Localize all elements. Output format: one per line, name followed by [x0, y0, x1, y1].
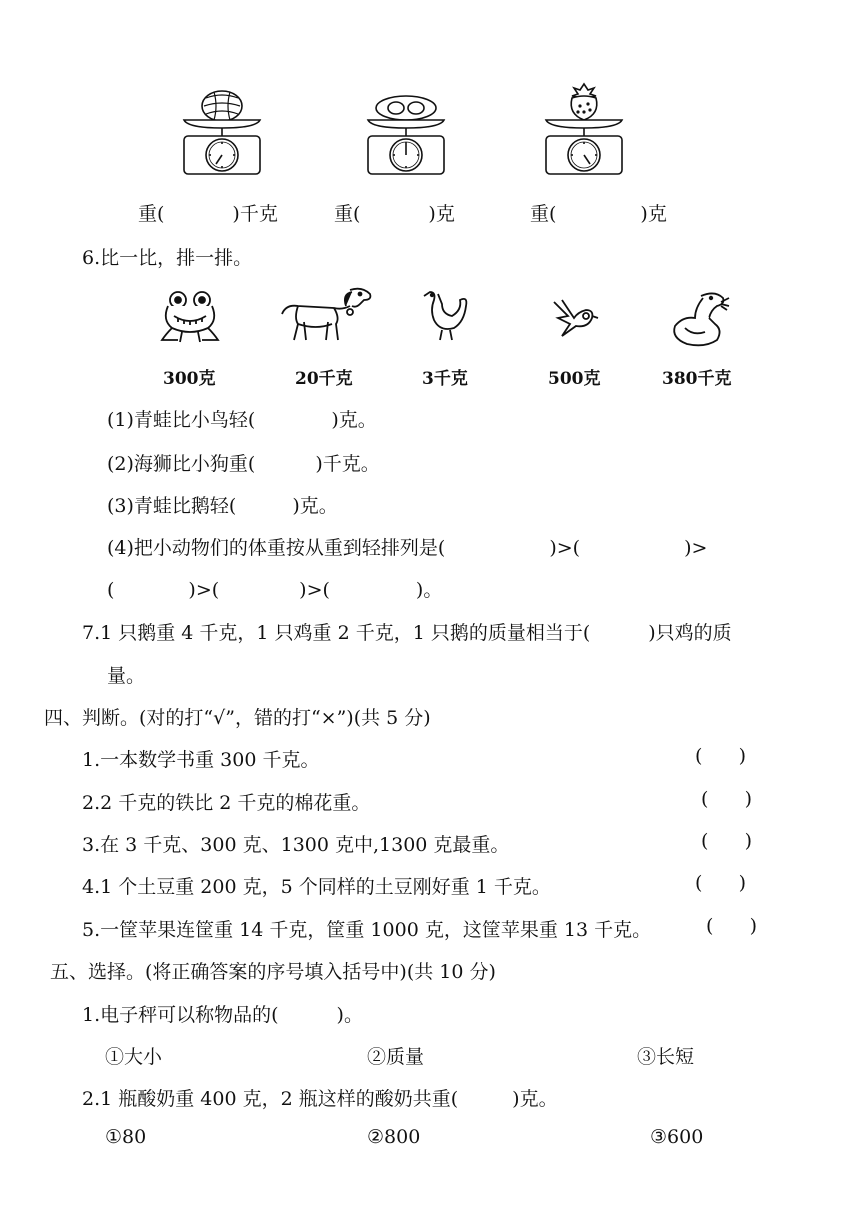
q7-text-end: )只鸡的质 [648, 622, 732, 644]
q6-sub4[interactable] [107, 533, 707, 560]
goose-weight-label: 3千克 [422, 369, 468, 389]
judge-answer-4[interactable]: ( ) [695, 872, 747, 894]
sub4-open: ( [107, 579, 115, 601]
choice-q2-end: )克。 [512, 1088, 558, 1110]
sub3-text: (3)青蛙比鹅轻( [107, 495, 237, 517]
choice-q1-end: )。 [336, 1004, 363, 1026]
sea-lion-icon [665, 288, 731, 350]
strawberry-scale-icon [540, 80, 628, 176]
choice-q2-text: 2.1 瓶酸奶重 400 克，2 瓶这样的酸奶共重( [82, 1088, 459, 1110]
section4-title: 四、判断。(对的打“√”，错的打“×”)(共 5 分) [44, 707, 431, 729]
sub1-unit: )克。 [331, 409, 377, 431]
bird-icon [548, 296, 600, 344]
judge-item-5: 5.一筐苹果连筐重 14 千克，筐重 1000 克，这筐苹果重 13 千克。 [82, 919, 652, 941]
sub4-sep3: )>( [188, 579, 220, 601]
judge-item-4: 4.1 个土豆重 200 克，5 个同样的土豆刚好重 1 千克。 [82, 876, 551, 898]
prefix: 重( [334, 203, 361, 225]
q7-line1[interactable] [82, 618, 732, 645]
choice-q2-option-2[interactable]: ②800 [367, 1126, 421, 1148]
dog-weight-label: 20千克 [295, 369, 353, 389]
sub2-unit: )千克。 [315, 453, 380, 475]
q7-text: 7.1 只鹅重 4 千克，1 只鸡重 2 千克，1 只鹅的质量相当于( [82, 622, 591, 644]
choice-q1-option-1[interactable]: ①大小 [105, 1046, 163, 1068]
suffix: )千克 [232, 203, 278, 225]
prefix: 重( [530, 203, 557, 225]
judge-item-3: 3.在 3 千克、300 克、1300 克中,1300 克最重。 [82, 834, 510, 856]
apples-weight-blank[interactable] [334, 199, 455, 226]
frog-weight-label: 300克 [163, 369, 216, 389]
sub1-text: (1)青蛙比小鸟轻( [107, 409, 256, 431]
frog-icon [158, 290, 222, 346]
suffix: )克 [428, 203, 455, 225]
judge-item-1: 1.一本数学书重 300 千克。 [82, 749, 320, 771]
q6-title: 6.比一比，排一排。 [82, 247, 253, 269]
suffix: )克 [640, 203, 667, 225]
goose-icon [420, 288, 472, 344]
q6-sub1[interactable] [107, 405, 377, 432]
choice-q2-option-1[interactable]: ①80 [105, 1126, 147, 1148]
sub4-text: (4)把小动物们的体重按从重到轻排列是( [107, 537, 446, 559]
sub4-close: )。 [415, 579, 443, 601]
sub4-sep2: )> [684, 537, 708, 559]
section5-title: 五、选择。(将正确答案的序号填入括号中)(共 10 分) [50, 961, 496, 983]
q6-sub2[interactable] [107, 449, 380, 476]
sub4-sep1: )>( [549, 537, 581, 559]
choice-q2[interactable] [82, 1084, 558, 1111]
sea-lion-weight-label: 380千克 [662, 369, 732, 389]
q7-line2: 量。 [107, 665, 146, 687]
sub2-text: (2)海狮比小狗重( [107, 453, 256, 475]
judge-answer-3[interactable]: ( ) [701, 830, 753, 852]
apples-scale-icon [362, 84, 450, 176]
judge-answer-2[interactable]: ( ) [701, 788, 753, 810]
dog-icon [280, 284, 376, 346]
judge-item-2: 2.2 千克的铁比 2 千克的棉花重。 [82, 792, 371, 814]
choice-q1[interactable] [82, 1000, 363, 1027]
bird-weight-label: 500克 [548, 369, 601, 389]
watermelon-weight-blank[interactable] [138, 199, 278, 226]
q6-sub4-line2[interactable] [107, 575, 442, 602]
sub3-unit: )克。 [292, 495, 338, 517]
watermelon-scale-icon [178, 84, 266, 176]
judge-answer-5[interactable]: ( ) [706, 915, 758, 937]
choice-q2-option-3[interactable]: ③600 [650, 1126, 704, 1148]
choice-q1-text: 1.电子秤可以称物品的( [82, 1004, 279, 1026]
judge-answer-1[interactable]: ( ) [695, 745, 747, 767]
q6-sub3[interactable] [107, 491, 338, 518]
prefix: 重( [138, 203, 165, 225]
choice-q1-option-2[interactable]: ②质量 [367, 1046, 425, 1068]
sub4-sep4: )>( [299, 579, 330, 601]
choice-q1-option-3[interactable]: ③长短 [637, 1046, 695, 1068]
strawberry-weight-blank[interactable] [530, 199, 667, 226]
